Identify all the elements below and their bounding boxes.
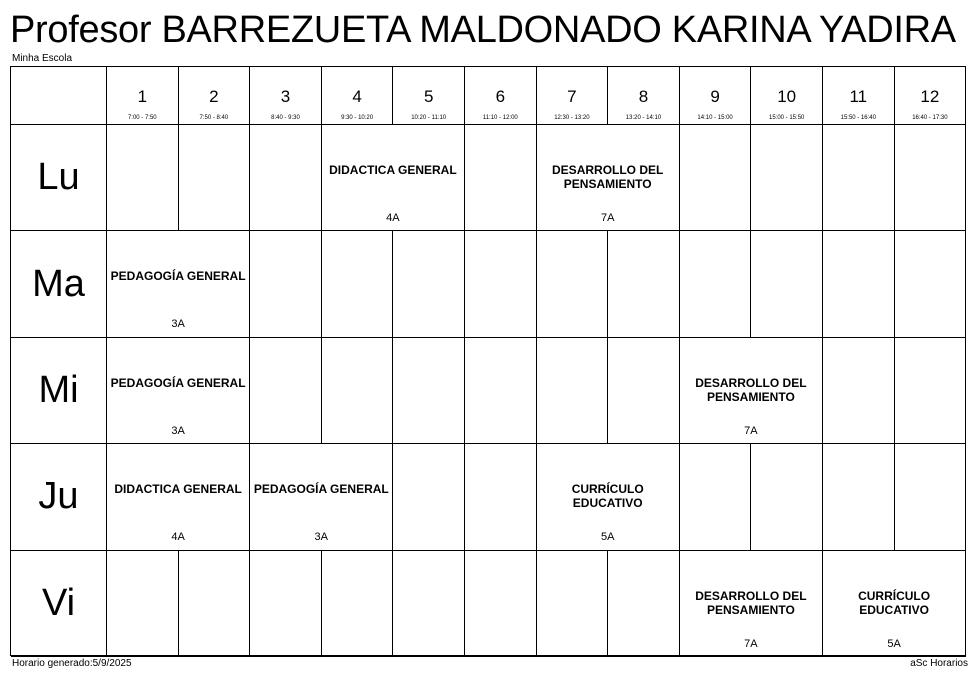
period-header [107, 67, 179, 125]
empty-slot [393, 551, 465, 657]
period-header [680, 67, 752, 125]
empty-slot [465, 231, 537, 337]
lesson-class: 7A [744, 424, 758, 437]
day-label: Vi [11, 551, 107, 657]
period-header [322, 67, 394, 125]
lesson-cell [107, 444, 250, 550]
lesson-subject: PEDAGOGÍA GENERAL [253, 482, 389, 497]
lesson-subject: DESARROLLO DEL PENSAMIENTO [695, 588, 807, 617]
timetable-grid [10, 66, 966, 656]
page-title: Profesor BARREZUETA MALDONADO KARINA YADIRA [10, 9, 956, 51]
period-time: 12:30 - 13:20 [554, 115, 590, 121]
lesson-cell [107, 338, 250, 444]
lesson-class: 7A [600, 212, 615, 224]
empty-slot [179, 125, 251, 231]
lesson-subject: CURRÍCULO EDUCATIVO [571, 482, 644, 511]
empty-slot [107, 125, 179, 231]
period-number: 10 [777, 87, 797, 106]
empty-slot [465, 551, 537, 657]
period-number: 11 [849, 87, 868, 106]
period-header [465, 67, 537, 125]
period-header [895, 67, 967, 125]
empty-slot [895, 338, 967, 444]
empty-slot [179, 551, 251, 657]
empty-slot [751, 444, 823, 550]
lesson-cell [322, 125, 465, 231]
empty-slot [751, 231, 823, 337]
period-time: 11:10 - 12:00 [482, 115, 518, 121]
generated-date: Horario generado:5/9/2025 [12, 658, 132, 669]
period-time: 13:20 - 14:10 [625, 115, 662, 121]
empty-slot [608, 551, 680, 657]
period-header [823, 67, 895, 125]
empty-slot [465, 338, 537, 444]
empty-slot [322, 231, 394, 337]
period-time: 16:40 - 17:30 [912, 115, 948, 121]
lesson-subject: PEDAGOGÍA GENERAL [110, 269, 246, 284]
empty-slot [465, 444, 537, 550]
lesson-subject: DESARROLLO DEL PENSAMIENTO [695, 375, 807, 404]
empty-slot [393, 338, 465, 444]
period-number: 9 [710, 87, 720, 106]
empty-slot [823, 125, 895, 231]
grid-corner [11, 67, 107, 125]
period-number: 1 [137, 87, 148, 106]
period-number: 6 [495, 87, 506, 106]
empty-slot [465, 125, 537, 231]
period-time: 14:10 - 15:00 [697, 115, 733, 121]
empty-slot [823, 231, 895, 337]
empty-slot [393, 444, 465, 550]
lesson-cell [537, 125, 680, 231]
lesson-class: 5A [600, 531, 615, 544]
period-number: 4 [352, 87, 362, 106]
period-number: 2 [209, 87, 219, 106]
brand-label: aSc Horarios [910, 658, 968, 669]
period-time: 15:00 - 15:50 [769, 115, 805, 121]
lesson-class: 7A [744, 637, 758, 650]
empty-slot [895, 444, 967, 550]
lesson-class: 4A [171, 531, 185, 544]
empty-slot [680, 125, 752, 231]
lesson-class: 3A [171, 318, 185, 331]
lesson-cell [537, 444, 680, 550]
period-header [393, 67, 465, 125]
empty-slot [393, 231, 465, 337]
lesson-cell [107, 231, 250, 337]
empty-slot [537, 338, 609, 444]
period-time: 8:40 - 9:30 [271, 115, 300, 121]
day-label: Mi [11, 338, 107, 444]
empty-slot [751, 125, 823, 231]
empty-slot [608, 338, 680, 444]
period-number: 8 [638, 87, 649, 106]
period-time: 7:00 - 7:50 [127, 115, 157, 121]
period-number: 12 [920, 87, 940, 106]
day-label: Lu [11, 125, 107, 231]
empty-slot [823, 444, 895, 550]
lesson-subject: CURRÍCULO EDUCATIVO [858, 588, 931, 617]
lesson-cell [250, 444, 393, 550]
period-time: 10:20 - 11:10 [411, 115, 447, 121]
empty-slot [608, 231, 680, 337]
empty-slot [250, 231, 322, 337]
empty-slot [250, 338, 322, 444]
empty-slot [895, 125, 967, 231]
empty-slot [107, 551, 179, 657]
day-label: Ju [11, 444, 107, 550]
empty-slot [250, 551, 322, 657]
empty-slot [895, 231, 967, 337]
lesson-class: 4A [386, 212, 400, 224]
empty-slot [537, 551, 609, 657]
empty-slot [823, 338, 895, 444]
empty-slot [250, 125, 322, 231]
period-header [537, 67, 609, 125]
period-header [751, 67, 823, 125]
day-label: Ma [11, 231, 107, 337]
lesson-subject: PEDAGOGÍA GENERAL [110, 375, 246, 390]
lesson-class: 3A [314, 531, 329, 544]
lesson-subject: DESARROLLO DEL PENSAMIENTO [552, 163, 664, 191]
period-number: 3 [280, 87, 291, 106]
empty-slot [322, 338, 394, 444]
period-time: 15:50 - 16:40 [840, 115, 876, 121]
empty-slot [680, 231, 752, 337]
lesson-class: 3A [171, 424, 185, 437]
lesson-cell [680, 551, 823, 657]
empty-slot [537, 231, 609, 337]
period-number: 7 [567, 87, 577, 106]
empty-slot [680, 444, 752, 550]
period-header [179, 67, 251, 125]
lesson-cell [680, 338, 823, 444]
period-time: 7:50 - 8:40 [199, 115, 229, 121]
lesson-cell [823, 551, 966, 657]
period-header [608, 67, 680, 125]
lesson-class: 5A [887, 637, 901, 650]
period-number: 5 [423, 87, 434, 106]
period-time: 9:30 - 10:20 [341, 115, 374, 121]
school-name: Minha Escola [12, 53, 73, 64]
lesson-subject: DIDACTICA GENERAL [329, 163, 457, 177]
empty-slot [322, 551, 394, 657]
period-header [250, 67, 322, 125]
lesson-subject: DIDACTICA GENERAL [114, 482, 242, 497]
